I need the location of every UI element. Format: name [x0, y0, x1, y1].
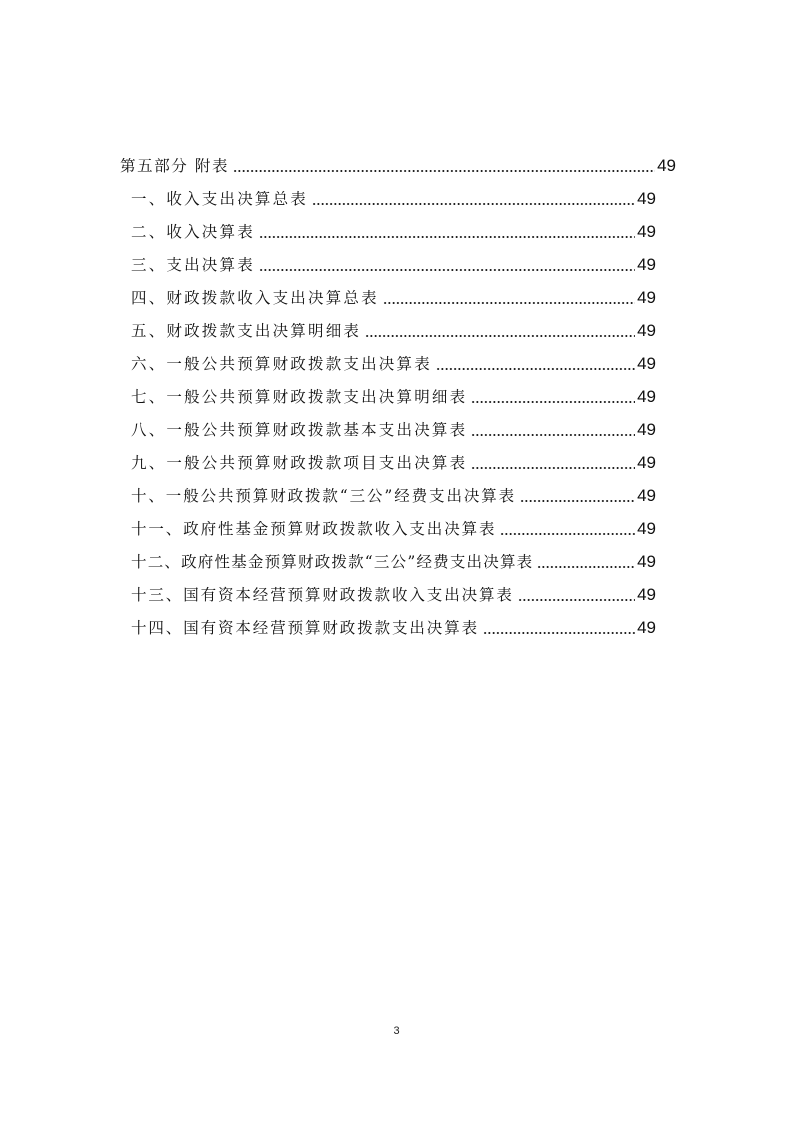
toc-entry-page: 49: [637, 420, 656, 439]
toc-entry-title: 十、一般公共预算财政拨款“三公”经费支出决算表: [131, 487, 517, 505]
toc-link-entry-5[interactable]: [131, 309, 656, 342]
toc-entry-title: 六、一般公共预算财政拨款支出决算表: [131, 355, 432, 373]
page-number: 3: [393, 1025, 400, 1037]
toc-entry-title: 八、一般公共预算财政拨款基本支出决算表: [131, 421, 468, 439]
toc-entry: [0, 342, 793, 375]
toc-link-entry-7[interactable]: [131, 375, 656, 408]
toc-entry: [0, 309, 793, 342]
toc-link-entry-3[interactable]: [131, 243, 656, 276]
toc-leader-dots: [471, 467, 635, 469]
toc-link-entry-2[interactable]: [131, 210, 656, 243]
toc-entry-title: 十三、国有资本经营预算财政拨款收入支出决算表: [131, 586, 514, 604]
toc-entry-page: 49: [637, 189, 656, 208]
toc-link-entry-14[interactable]: [131, 606, 656, 639]
toc-entry: [0, 177, 793, 210]
toc-entry-page: 49: [637, 255, 656, 274]
toc-entry-page: 49: [637, 288, 656, 307]
toc-entry-title: 九、一般公共预算财政拨款项目支出决算表: [131, 454, 468, 472]
toc-entry-title: 一、收入支出决算总表: [131, 190, 309, 208]
toc-entry-page: 49: [637, 222, 656, 241]
toc-entry: [0, 243, 793, 276]
toc-leader-dots: [312, 203, 635, 205]
toc-entry-page: 49: [637, 486, 656, 505]
toc-leader-dots: [520, 500, 635, 502]
toc-entry: [0, 474, 793, 507]
toc-entry: [0, 375, 793, 408]
toc-link-part-5[interactable]: [120, 144, 676, 177]
toc-entry-page: 49: [637, 519, 656, 538]
toc-entry-page: 49: [637, 585, 656, 604]
toc-link-entry-8[interactable]: [131, 408, 656, 441]
toc-part-heading: [0, 144, 793, 177]
toc-leader-dots: [233, 170, 655, 172]
toc-entry-page: 49: [637, 354, 656, 373]
toc-entry-title: 十二、政府性基金预算财政拨款“三公”经费支出决算表: [131, 553, 534, 571]
toc-link-entry-9[interactable]: [131, 441, 656, 474]
toc-link-entry-10[interactable]: [131, 474, 656, 507]
toc-entry-title: 十四、国有资本经营预算财政拨款支出决算表: [131, 619, 480, 637]
toc-entry-title: 十一、政府性基金预算财政拨款收入支出决算表: [131, 520, 497, 538]
toc-link-entry-4[interactable]: [131, 276, 656, 309]
toc-entry-page: 49: [637, 552, 656, 571]
toc-entry-page: 49: [637, 618, 656, 637]
toc-leader-dots: [259, 236, 635, 238]
toc-leader-dots: [259, 269, 635, 271]
toc-link-entry-1[interactable]: [131, 177, 656, 210]
toc-entry-title: 二、收入决算表: [131, 223, 255, 241]
toc-entry-title: 三、支出决算表: [131, 256, 255, 274]
toc-entry: [0, 276, 793, 309]
toc-leader-dots: [365, 335, 635, 337]
toc-leader-dots: [471, 401, 635, 403]
toc-entry-page: 49: [637, 453, 656, 472]
toc-entry-title: 四、财政拨款收入支出决算总表: [131, 289, 379, 307]
toc-leader-dots: [483, 632, 635, 634]
toc-entry: [0, 441, 793, 474]
toc-link-entry-13[interactable]: [131, 573, 656, 606]
toc-entry: [0, 606, 793, 639]
toc-link-entry-6[interactable]: [131, 342, 656, 375]
toc-entry: [0, 540, 793, 573]
toc-entry: [0, 210, 793, 243]
toc-entry-page: 49: [637, 387, 656, 406]
toc-link-entry-12[interactable]: [131, 540, 656, 573]
toc-link-entry-11[interactable]: [131, 507, 656, 540]
toc-entry-title: 五、财政拨款支出决算明细表: [131, 322, 362, 340]
toc-leader-dots: [383, 302, 635, 304]
toc-entry: [0, 507, 793, 540]
toc-leader-dots: [471, 434, 635, 436]
toc-leader-dots: [518, 599, 635, 601]
toc-entry: [0, 573, 793, 606]
toc-leader-dots: [537, 566, 635, 568]
toc-leader-dots: [500, 533, 635, 535]
toc-entry-title: 七、一般公共预算财政拨款支出决算明细表: [131, 388, 468, 406]
toc-part-page: 49: [657, 156, 676, 175]
toc-entry-page: 49: [637, 321, 656, 340]
toc-leader-dots: [436, 368, 635, 370]
toc-entry: [0, 408, 793, 441]
toc-part-title: 第五部分 附表: [120, 157, 230, 175]
